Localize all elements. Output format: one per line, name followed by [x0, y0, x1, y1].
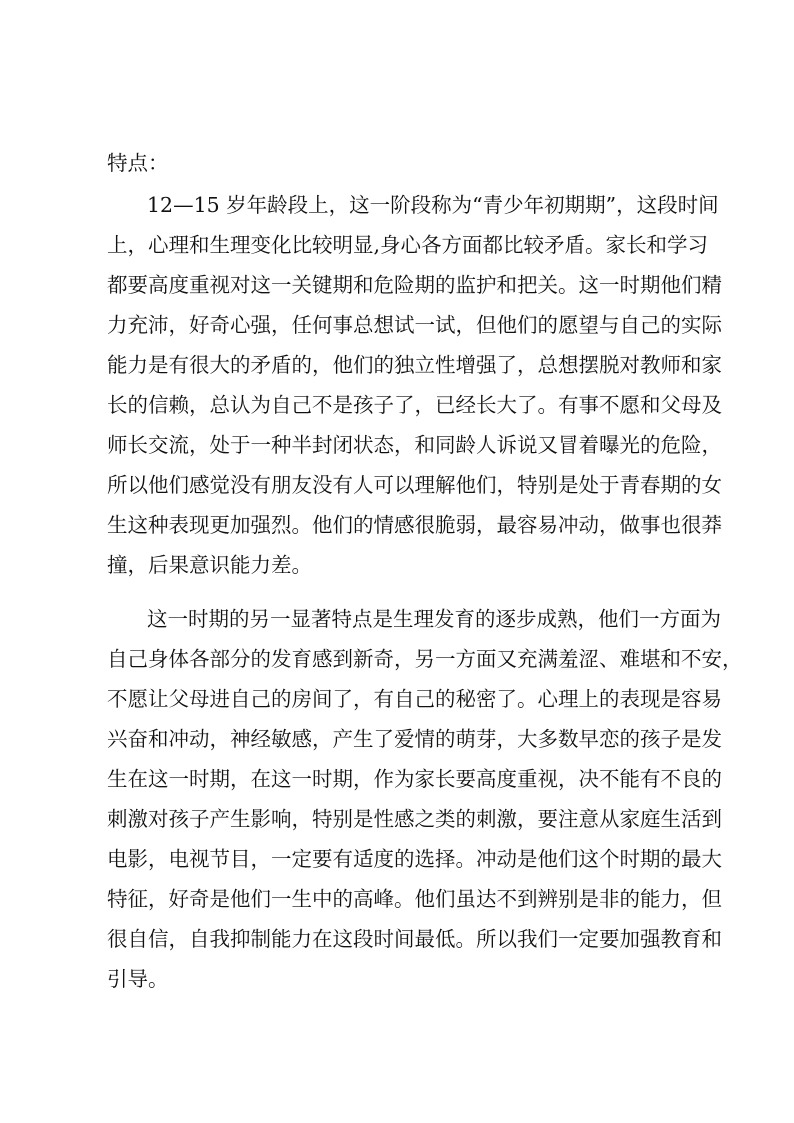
paragraph-line: 刺激对孩子产生影响，特别是性感之类的刺激，要注意从家庭生活到: [107, 807, 722, 831]
paragraph-line: 师长交流，处于一种半封闭状态，和同龄人诉说又冒着曝光的危险，: [107, 433, 722, 457]
paragraph-line: 电影，电视节目，一定要有适度的选择。冲动是他们这个时期的最大: [107, 847, 722, 871]
paragraph-line: 12—15 岁年龄段上，这一阶段称为“青少年初期期”，这段时间: [147, 193, 719, 217]
paragraph-line: 长的信赖，总认为自己不是孩子了，已经长大了。有事不愿和父母及: [107, 393, 722, 417]
paragraph-line: 兴奋和冲动，神经敏感，产生了爱情的萌芽，大多数早恋的孩子是发: [107, 727, 722, 751]
paragraph-line: 生在这一时期，在这一时期，作为家长要高度重视，决不能有不良的: [107, 767, 722, 791]
paragraph-line: 所以他们感觉没有朋友没有人可以理解他们，特别是处于青春期的女: [107, 473, 722, 497]
paragraph-line: 特征，好奇是他们一生中的高峰。他们虽达不到辨别是非的能力，但: [107, 887, 722, 911]
paragraph-line: 自己身体各部分的发育感到新奇，另一方面又充满羞涩、难堪和不安，: [107, 647, 743, 671]
paragraph-line: 很自信，自我抑制能力在这段时间最低。所以我们一定要加强教育和: [107, 927, 722, 951]
paragraph-line: 撞，后果意识能力差。: [107, 553, 312, 577]
section-heading: 特点：: [107, 151, 169, 175]
paragraph-line: 上，心理和生理变化比较明显,身心各方面都比较矛盾。家长和学习: [107, 233, 709, 257]
paragraph-line: 能力是有很大的矛盾的，他们的独立性增强了，总想摆脱对教师和家: [107, 353, 722, 377]
paragraph-line: 力充沛，好奇心强，任何事总想试一试，但他们的愿望与自己的实际: [107, 313, 722, 337]
paragraph-line: 都要高度重视对这一关键期和危险期的监护和把关。这一时期他们精: [107, 273, 722, 297]
paragraph-line: 这一时期的另一显著特点是生理发育的逐步成熟，他们一方面为: [147, 607, 721, 631]
paragraph-line: 生这种表现更加强烈。他们的情感很脆弱，最容易冲动，做事也很莽: [107, 513, 722, 537]
paragraph-line: 引导。: [107, 967, 169, 991]
paragraph-line: 不愿让父母进自己的房间了，有自己的秘密了。心理上的表现是容易: [107, 687, 722, 711]
